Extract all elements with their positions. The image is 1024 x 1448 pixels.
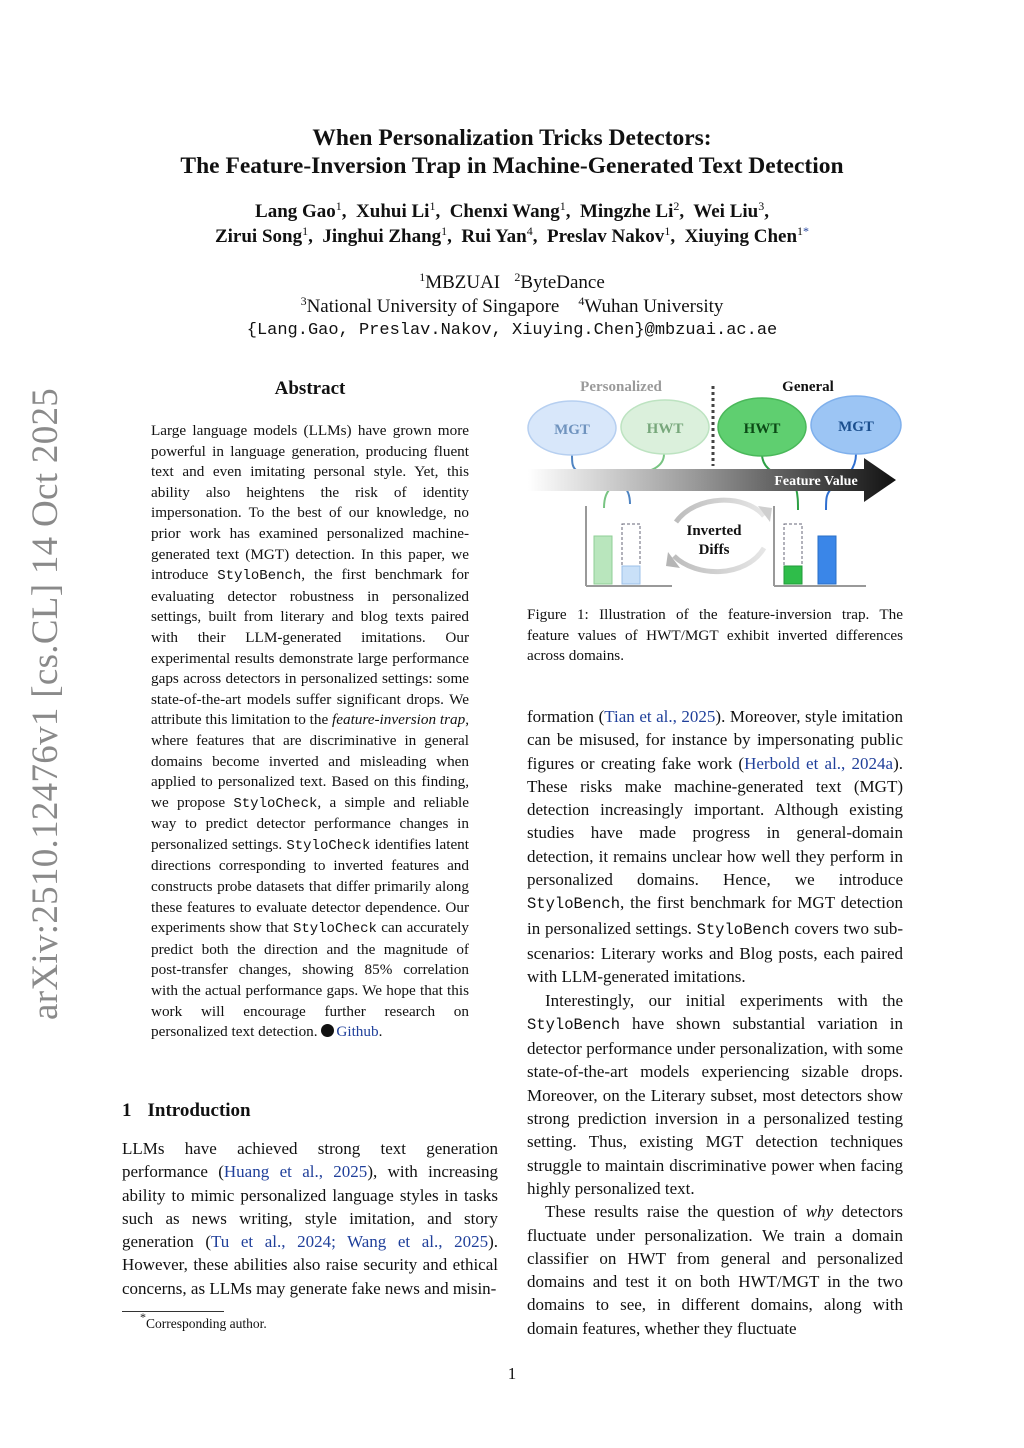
body-text-run: have shown substantial variation in detector performance under personalization, with some state-of-the-art models experiencing sizable drops. Moreover, on the Literary subset, most detectors show strong prediction inversion in a personalized testing setting. Thus, existing MGT detection techniques struggle to maintain discriminative power when facing highly personalized text. — [527, 1013, 903, 1198]
abstract-heading: Abstract — [274, 378, 346, 399]
inversion-curve-top — [676, 500, 764, 522]
affiliation-number: 2 — [514, 270, 521, 284]
body-paragraph — [527, 989, 903, 1201]
paper-title — [100, 124, 924, 180]
abstract-text-run: , where features that are discriminative in general domains become inverted and misleading when applied to personalized text. Based on this finding, we propose — [151, 711, 469, 811]
body-text-run: Interestingly, our initial experiments with the — [545, 990, 903, 1010]
body-paragraph — [527, 1200, 903, 1340]
author-affiliation-mark: 1 — [335, 199, 342, 213]
body-text-run: ). These risks make machine-generated text (MGT) detection increasingly important. Although existing studies have made progress in general-domain detection, it remains unclear how well they perform in personalized domains. Hence, we introduce — [527, 753, 903, 890]
code-term: StyloBench — [527, 1015, 621, 1034]
emphasis-term: why — [805, 1202, 834, 1222]
code-term: StyloBench — [696, 920, 790, 939]
footnote-mark: * — [140, 1310, 146, 1324]
author-name: Lang Gao — [255, 201, 336, 222]
author-affiliation-mark: 1 — [441, 224, 448, 238]
body-text-run: , the first benchmark for MGT detection in personalized settings. — [527, 893, 903, 938]
affiliation-name: ByteDance — [520, 272, 605, 293]
bubble-label: HWT — [743, 421, 781, 437]
footnote — [140, 1310, 267, 1332]
affiliation-line-2 — [100, 295, 924, 319]
body-text-run: LLMs have achieved strong text generation performance ( — [122, 1139, 498, 1182]
abstract-text-run: can accurately predict both the direction and the magnitude of post-transfer changes, showing 85% correlation with the actual performance gaps. We hope that this work will encourage further research on personalized text detection. — [151, 919, 469, 1041]
center-label: Diffs — [698, 542, 730, 558]
github-link[interactable]: Github — [336, 1023, 379, 1041]
affiliation-name: Wuhan University — [584, 296, 724, 317]
author-line-2: Zirui Song$^1$, Jinghui Zhang$^1$, Rui Yan$^4$, Preslav Nakov$^1$, Xiuying Chen$^{1*}$ — [214, 224, 810, 247]
affiliation-number: 3 — [300, 294, 307, 308]
author-name: Preslav Nakov — [546, 226, 665, 247]
author-line-1: Lang Gao$^1$, Xuhui Li$^1$, Chenxi Wang$^1$, Mingzhe Li$^2$, Wei Liu$^3$, — [255, 199, 769, 222]
bar-hwt-general — [784, 566, 802, 584]
author-affiliation-number: 1 — [797, 224, 804, 238]
body-text-run: ). However, these abilities also raise security and ethical concerns, as LLMs may generate fake news and misin- — [122, 1232, 499, 1298]
code-term: StyloBench — [217, 568, 302, 585]
author-affiliation-mark: 4 — [526, 224, 533, 238]
abstract-text — [151, 421, 469, 1043]
section-title: Introduction — [147, 1100, 251, 1121]
footnote-rule — [122, 1311, 224, 1312]
author-name: Wei Liu — [693, 201, 759, 222]
body-text-run: ). Moreover, style imitation can be misused, for instance by impersonating public figures or creating fake work ( — [527, 707, 904, 773]
title-line-2: The Feature-Inversion Trap in Machine-Generated Text Detection — [180, 153, 844, 179]
corresponding-author-mark[interactable]: * — [803, 224, 810, 238]
bubble-label: MGT — [838, 419, 874, 435]
author-name: Xuhui Li — [356, 201, 430, 222]
body-text-run: These results raise the question of — [545, 1202, 806, 1222]
figure-1 — [526, 372, 906, 598]
author-affiliation-mark: 1 — [664, 224, 671, 238]
citation-link[interactable]: Tu et al., 2024; Wang et al., 2025 — [211, 1232, 489, 1252]
affiliation-name: National University of Singapore — [306, 296, 560, 317]
author-affiliation-mark: 1 — [302, 224, 309, 238]
author-email: {Lang.Gao, Preslav.Nakov, Xiuying.Chen}@mbzuai.ac.ae — [246, 321, 778, 340]
footnote-text: Corresponding author. — [146, 1316, 267, 1331]
intro-paragraph — [122, 1137, 498, 1300]
body-text-run: detectors fluctuate under personalization. We train a domain classifier on HWT from general and personalized domains and test it on both HWT/MGT in the two domains to see, in different domains, along with domain features, whether they fluctuate — [527, 1202, 904, 1338]
body-paragraph — [527, 705, 903, 989]
citation-link[interactable]: Tian et al., 2025 — [604, 707, 716, 726]
arxiv-identifier: arXiv:2510.12476v1 [cs.CL] 14 Oct 2025 — [25, 387, 66, 1020]
personalized-label: Personalized — [580, 379, 662, 395]
author-name: Xiuying Chen — [684, 226, 798, 247]
author-name: Chenxi Wang — [449, 201, 560, 222]
affiliation-number: 4 — [578, 294, 585, 308]
author-affiliation-mark: 1 — [429, 199, 436, 213]
author-name: Jinghui Zhang — [322, 226, 442, 247]
abstract-text-run: . — [378, 1023, 383, 1041]
abstract-text-run: Large language models (LLMs) have grown more powerful in language generation, producing fluent text and even imitating personal style. Yet, this ability also heightens the risk of identity impersonation. To the best of our knowledge, no prior work has examined personalized machine-generated text (MGT) detection. In this paper, we introduce — [151, 422, 469, 584]
body-text-run: formation ( — [527, 707, 605, 726]
author-affiliation-mark: 3 — [758, 199, 765, 213]
affiliation-line-1 — [100, 271, 924, 295]
author-affiliation-mark — [797, 224, 809, 238]
section-heading — [122, 1100, 251, 1122]
emphasis-term: feature-inversion trap — [332, 711, 466, 729]
abstract-text-run: , a simple and reliable way to predict detector performance changes in personalized settings. — [151, 793, 469, 853]
code-term: StyloCheck — [286, 837, 371, 854]
affiliations — [100, 271, 924, 343]
page-number: 1 — [507, 1364, 517, 1383]
affiliation-name: MBZUAI — [425, 272, 501, 293]
author-list — [100, 199, 924, 249]
affiliation-number: 1 — [419, 270, 426, 284]
citation-link[interactable]: Huang et al., 2025 — [223, 1162, 368, 1182]
body-text-run: covers two sub-scenarios: Literary works and Blog posts, each paired with LLM-generated imitations. — [527, 918, 903, 987]
abstract-text-run: , the first benchmark for evaluating detector robustness in personalized settings, built from literary and blog texts paired with their LLM-generated imitations. Our experimental results demonstrate large performance gaps across detectors in personalized settings: some state-of-the-art models suffer significant drops. We attribute this limitation to the — [151, 566, 469, 729]
title-line-1: When Personalization Tricks Detectors: — [312, 125, 712, 151]
section-number: 1 — [122, 1100, 132, 1121]
bar-hwt-personalized — [594, 536, 612, 584]
right-column-body — [527, 705, 903, 1340]
bar-mgt-general — [818, 536, 836, 584]
bubble-label: MGT — [554, 422, 590, 438]
body-text-run: ), with increasing ability to mimic personalized language styles in tasks such as news writing, style imitation, and story generation ( — [122, 1162, 498, 1252]
general-label: General — [782, 379, 834, 395]
figure-caption: Figure 1: Illustration of the feature-inversion trap. The feature values of HWT/MGT exhibit inverted differences across domains. — [527, 606, 903, 665]
code-term: StyloCheck — [292, 921, 377, 938]
author-affiliation-mark: 2 — [673, 199, 680, 213]
author-name: Zirui Song — [214, 226, 303, 247]
code-term: StyloCheck — [233, 795, 318, 812]
arrow-label: Feature Value — [774, 474, 858, 489]
abstract-text-run: identifies latent directions corresponding to inverted features and constructs probe datasets that differ primarily along these features to evaluate detector dependence. Our experiments show that — [151, 835, 469, 937]
bar-mgt-personalized — [622, 566, 640, 584]
github-icon[interactable] — [321, 1024, 334, 1037]
citation-link[interactable]: Herbold et al., 2024a — [744, 753, 894, 773]
author-name: Rui Yan — [461, 226, 527, 247]
author-name: Mingzhe Li — [579, 201, 674, 222]
code-term: StyloBench — [527, 895, 621, 914]
author-affiliation-mark: 1 — [559, 199, 566, 213]
center-label: Inverted — [686, 523, 742, 539]
bubble-label: HWT — [646, 421, 684, 437]
